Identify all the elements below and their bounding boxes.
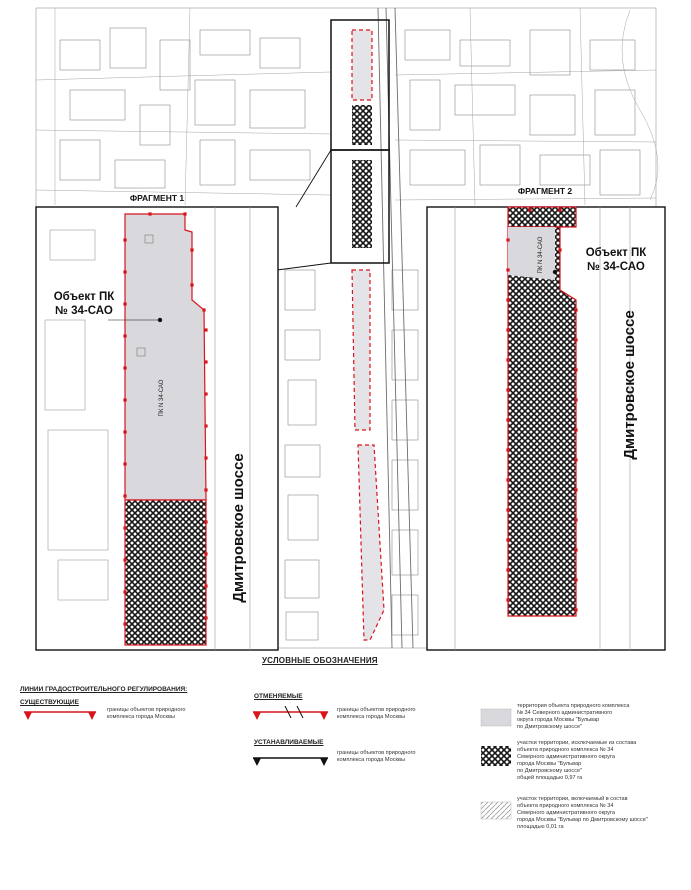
legend-included-text: участок территории, включаемый в состав объекта природного комплекса № 34 Северного административного округа города Москвы "Бульвар по Дмитровскому шоссе" площадью 0,01 га xyxy=(517,796,648,830)
object-label-line2-fragment2: № 34-САО xyxy=(587,261,645,273)
object-label-line1-fragment2: Объект ПК xyxy=(585,247,647,259)
road-label-fragment2: Дмитровское шоссе xyxy=(621,310,638,460)
legend-established-text: границы объектов природного комплекса города Москвы xyxy=(337,750,416,763)
fragment2-label: ФРАГМЕНТ 2 xyxy=(517,186,573,196)
pk-area-label-fragment2: ПК N 34-САО xyxy=(538,236,544,274)
pk-area-label-fragment1: ПК N 34-САО xyxy=(159,379,165,417)
legend-established-label: УСТАНАВЛИВАЕМЫЕ xyxy=(254,739,324,746)
legend-territory-text: территория объекта природного комплекса № 34 Северного административного округа города Москвы "Бульвар по Дмитровскому шоссе" xyxy=(517,703,630,730)
legend-existing-label: СУЩЕСТВУЮЩИЕ xyxy=(20,699,79,706)
object-label-line1-fragment1: Объект ПК xyxy=(53,291,115,303)
legend-excluded-text: участки территории, исключаемые из состава объекта природного комплекса № 34 Северного административного округа города Москвы "Бульвар по Дмитровскому шоссе" общей площадью 0,97 га xyxy=(517,740,637,781)
fragment1-label: ФРАГМЕНТ 1 xyxy=(129,193,185,203)
object-label-line2-fragment1: № 34-САО xyxy=(55,305,113,317)
legend-title: УСЛОВНЫЕ ОБОЗНАЧЕНИЯ xyxy=(262,656,378,665)
legend-cancelled-text: границы объектов природного комплекса города Москвы xyxy=(337,707,416,720)
legend-existing-text: границы объектов природного комплекса города Москвы xyxy=(107,707,186,720)
legend-cancelled-label: ОТМЕНЯЕМЫЕ xyxy=(254,693,303,700)
legend-lines-heading: ЛИНИИ ГРАДОСТРОИТЕЛЬНОГО РЕГУЛИРОВАНИЯ: xyxy=(20,686,188,693)
road-label-fragment1: Дмитровское шоссе xyxy=(230,453,247,603)
